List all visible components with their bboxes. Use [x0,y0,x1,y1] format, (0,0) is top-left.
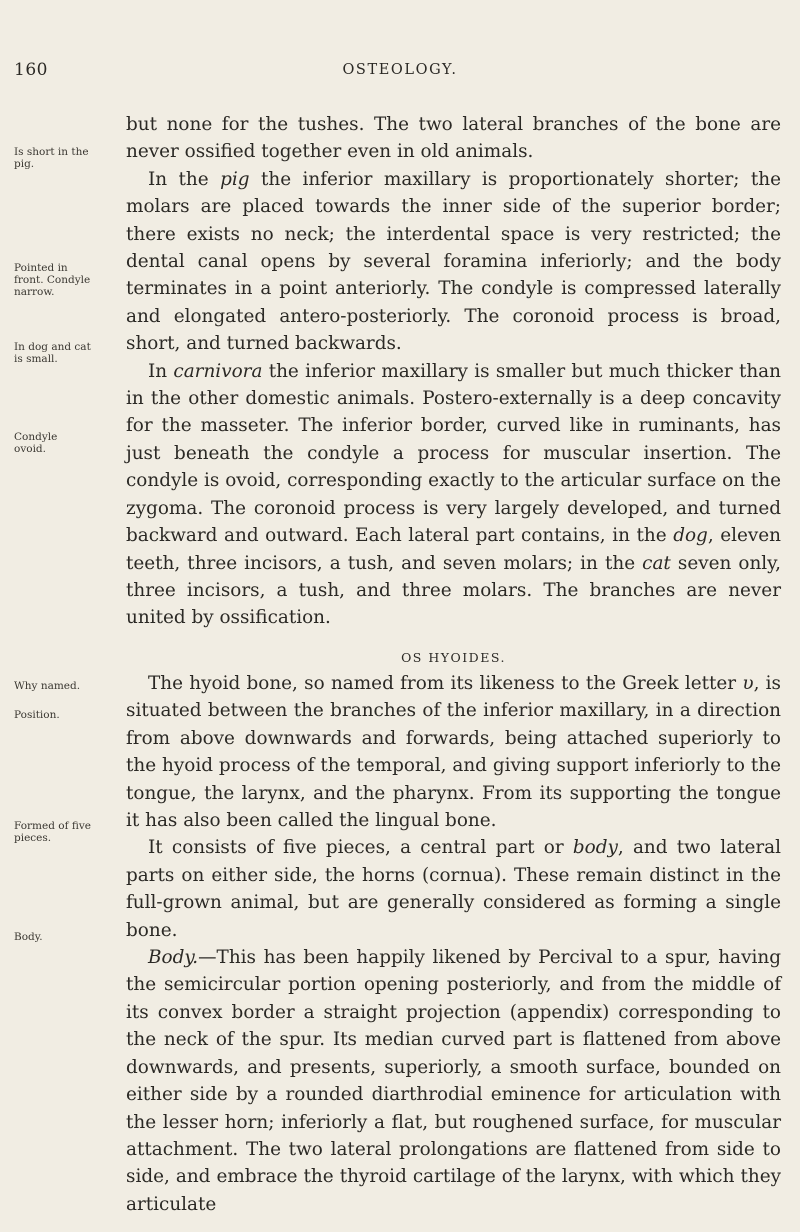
margin-note-formed-of: Formed of five pieces. [14,820,91,844]
italic-term: Body. [148,947,199,969]
margin-note-pointed: Pointed in front. Condyle narrow. [14,262,91,298]
paragraph-text: It consists of five pieces, a central part or [148,837,573,859]
paragraph [126,111,781,166]
italic-term: body [572,837,618,859]
italic-term: pig [220,168,250,190]
paragraph-text: the inferior maxillary is smaller but much thicker than in the other domestic animals. Postero-externally is a deep concavity for the masseter. The inferior border, curved like in ruminants, has just beneath the condyle a process for muscular insertion. The condyle is ovoid, corresponding exactly to the articular surface on the zygoma. The coronoid process is very largely developed, and turned backward and outward. Each lateral part contains, in the [126,360,781,547]
running-head: OSTEOLOGY. [342,62,458,78]
text-block-maxillary [126,111,781,632]
margin-note-position: Position. [14,709,60,721]
section-heading: OS HYOIDES. [401,650,506,665]
page-number: 160 [14,60,48,80]
margin-note-condyle-ovoid: Condyle ovoid. [14,431,58,455]
paragraph-text: seven only, three incisors, a tush, and three molars. The branches are never united by ossification. [126,552,781,629]
margin-note-body: Body. [14,931,43,943]
margin-note-why-named: Why named. [14,680,81,692]
paragraph-text: but none for the tushes. The two lateral branches of the bone are never ossified together even in old animals. [126,114,781,163]
paragraph-text: the inferior maxillary is proportionately shorter; the molars are placed towards the inner side of the superior border; there exists no neck; the interdental space is very restricted; the dental canal opens by several foramina inferiorly; and the body terminates in a point anteriorly. The condyle is compressed laterally and elongated antero-posteriorly. The coronoid process is broad, short, and turned backwards. [126,168,781,355]
paragraph-text: The hyoid bone, so named from its likeness to the Greek letter [148,673,743,694]
italic-term: carnivora [173,360,263,382]
paragraph-five-pieces [126,834,781,944]
text-block-hyoid [126,670,781,1218]
paragraph-text: , and two lateral parts on either side, the horns (cornua). These remain distinct in the full-grown animal, but are generally considered as forming a single bone. [126,837,781,941]
italic-term: dog [673,525,708,547]
paragraph-text: In the [148,168,221,190]
margin-note-short-in-pig: Is short in the pig. [14,146,89,170]
paragraph-why-named [126,670,781,834]
margin-note-dog-cat: In dog and cat is small. [14,341,91,365]
paragraph-carnivora [126,358,781,632]
paragraph-text: —This has been happily likened by Percival to a spur, having the semicircular portion opening posteriorly, and from the middle of its convex border a straight projection (appendix) corresponding to the neck of the spur. Its median curved part is flattened from above downwards, and presents, superiorly, a smooth surface, bounded on either side by a rounded diarthrodial eminence for articulation with the lesser horn; inferiorly a flat, but roughened surface, for muscular attachment. The two lateral prolongations are flattened from side to side, and embrace the thyroid cartilage of the larynx, with which they articulate [126,947,781,1215]
paragraph-body [126,944,781,1218]
paragraph-text: In [148,360,174,382]
paragraph-text: , is situated between the branches of the inferior maxillary, in a direction from above downwards and forwards, being attached superiorly to the hyoid process of the temporal, and giving support inferiorly to the tongue, the larynx, and the pharynx. From its supporting the tongue it has also been called the lingual bone. [126,673,781,832]
italic-term: cat [642,552,671,574]
paragraph-text: , eleven teeth, three incisors, a tush, and seven molars; in the [126,525,781,574]
paragraph-pig [126,166,781,358]
italic-term: υ [742,673,754,694]
